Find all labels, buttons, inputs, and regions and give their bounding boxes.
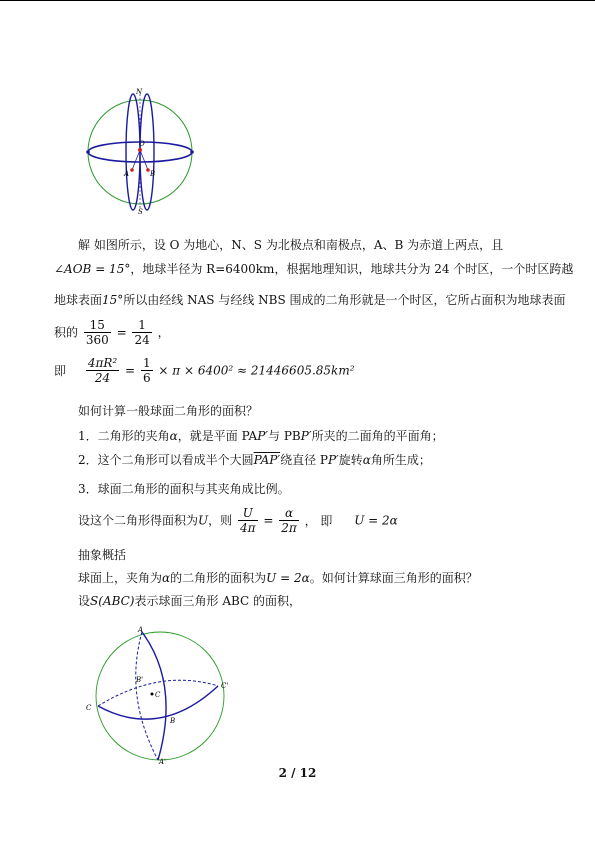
frac-1-24: $\frac{1}{24}$ xyxy=(134,318,150,347)
set-s-line: 设S(ABC)表示球面三角形 ABC 的面积， xyxy=(78,594,302,608)
frac-4piR2-24: $\frac{\text{4πR²}}{24}$ xyxy=(87,356,118,385)
label-B-prime: B' xyxy=(136,676,144,684)
label-C-prime: C' xyxy=(221,682,229,690)
sphere-conclusion-line: 球面上，夹角为α的二角形的面积为U = 2α。如何计算球面三角形的面积？ xyxy=(78,571,478,585)
label-C-dot: C xyxy=(155,691,161,699)
label-B: B xyxy=(170,717,176,725)
sphere-figure-2 xyxy=(80,624,240,766)
label-A-top: A xyxy=(138,626,144,634)
item-3: 3．球面二角形的面积与其夹角成比例。 xyxy=(78,482,290,496)
label-B: B xyxy=(150,170,156,178)
frac-U-4pi: $\frac{U}{4\pi}$ xyxy=(239,506,256,535)
sphere-figure-1 xyxy=(82,88,202,216)
para1-line3: 地球表面15°所以由经线 NAS 与经线 NBS 围成的二角形就是一个时区，它所占面积为地球表面 xyxy=(54,293,566,307)
top-rule xyxy=(0,0,595,1)
label-N: N xyxy=(136,88,143,96)
label-C: C xyxy=(86,704,92,712)
frac-alpha-2pi: $\frac{\alpha}{2\pi}$ xyxy=(281,506,297,535)
frac-1-6: $\frac{1}{6}$ xyxy=(142,356,151,385)
label-A-prime: A' xyxy=(159,758,166,766)
question-line: 如何计算一般球面二角形的面积？ xyxy=(78,404,259,418)
item-1: 1．二角形的夹角α，就是平面 PAP′与 PBP′所夹的二面角的平面角； xyxy=(78,429,444,443)
item-2: 2．这个二角形可以看成半个大圆PAP′绕直径 PP′旋转α角所生成； xyxy=(78,453,431,467)
set-area-line: 设这个二角形得面积为U，则 $\frac{U}{4\pi}$ = $\frac{\alpha}{2\pi}$ ， 即 U = 2α xyxy=(78,506,398,535)
section-heading: 抽象概括 xyxy=(78,548,127,562)
label-O: O xyxy=(139,140,145,148)
para2-line: 即 $\frac{\text{4πR²}}{24}$ = $\frac{1}{6}$ × π × 6400² ≈ 21446605.85km² xyxy=(54,356,355,385)
para1-line1: 解 如图所示，设 O 为地心，N、S 为北极点和南极点，A、B 为赤道上两点，且 xyxy=(78,238,504,252)
frac-15-360: $\frac{15}{360}$ xyxy=(85,318,109,347)
para1-line2: ∠AOB = 15°，地球半径为 R=6400km，根据地理知识，地球共分为 24 个时区，一个时区跨越 xyxy=(54,262,574,276)
label-A: A xyxy=(124,170,130,178)
para1-line4: 积的 $\frac{15}{360}$ = $\frac{1}{24}$ ， xyxy=(54,318,170,347)
label-S: S xyxy=(138,208,143,216)
page-number: 2 / 12 xyxy=(278,766,317,780)
